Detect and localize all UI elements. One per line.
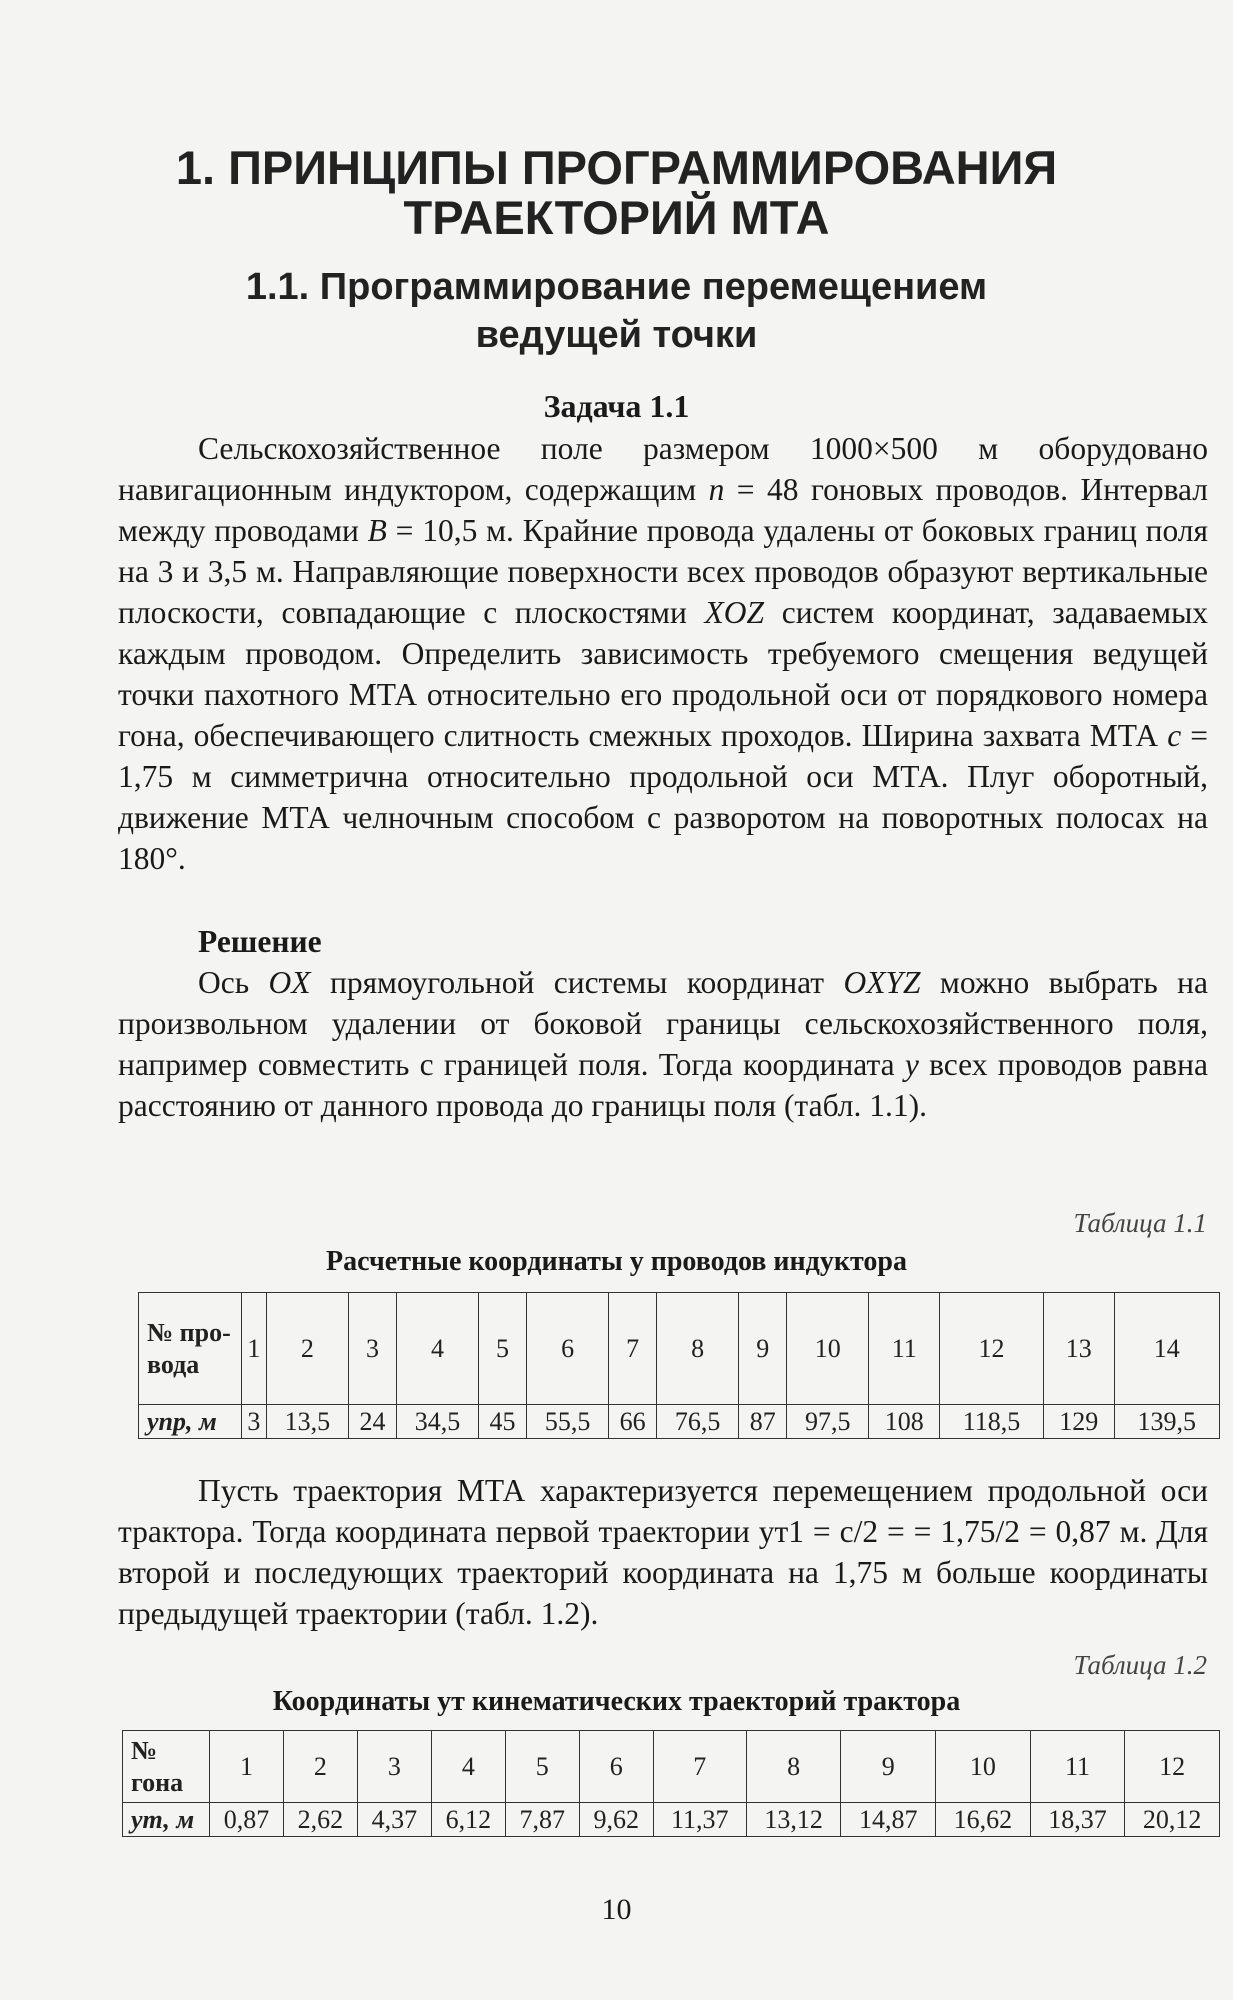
table2-value-cell: 6,12 bbox=[431, 1803, 505, 1837]
table1-value-head: yпр, м bbox=[139, 1405, 242, 1439]
table1-value-cell: 55,5 bbox=[526, 1405, 608, 1439]
table1-row-head: № про-вода bbox=[139, 1293, 242, 1405]
table2-value-cell: 0,87 bbox=[210, 1803, 284, 1837]
table1-value-cell: 13,5 bbox=[266, 1405, 348, 1439]
table1-number-cell: 1 bbox=[242, 1293, 267, 1405]
table1-number-cell: 10 bbox=[787, 1293, 869, 1405]
table2-number-cell: 2 bbox=[283, 1731, 357, 1803]
table2-number-cell: 1 bbox=[210, 1731, 284, 1803]
table2-number-cell: 9 bbox=[841, 1731, 936, 1803]
table2-value-cell: 11,37 bbox=[653, 1803, 746, 1837]
table1-number-cell: 12 bbox=[940, 1293, 1044, 1405]
table2-value-cell: 20,12 bbox=[1125, 1803, 1220, 1837]
table1-label: Таблица 1.1 bbox=[1073, 1208, 1207, 1238]
table2-value-cell: 13,12 bbox=[746, 1803, 841, 1837]
table2-value-cell: 7,87 bbox=[505, 1803, 579, 1837]
table1-number-cell: 3 bbox=[349, 1293, 397, 1405]
table2-value-cell: 9,62 bbox=[579, 1803, 653, 1837]
table1-number-cell: 2 bbox=[266, 1293, 348, 1405]
table1-header-row bbox=[139, 1293, 1220, 1405]
table1-value-cell: 108 bbox=[869, 1405, 940, 1439]
table2-number-cell: 4 bbox=[431, 1731, 505, 1803]
paragraph-3: Пусть траектория МТА характеризуется перемещением продольной оси трактора. Тогда координата первой траектории yт1 = c/2 = = 1,75/2 = 0,87 м. Для второй и последующих траекторий координата на 1,75 м больше координаты предыдущей траектории (табл. 1.2). bbox=[118, 1473, 1208, 1631]
table1-number-cell: 13 bbox=[1043, 1293, 1114, 1405]
table1-value-row bbox=[139, 1405, 1220, 1439]
table2 bbox=[122, 1730, 1220, 1837]
table2-value-cell: 14,87 bbox=[841, 1803, 936, 1837]
table2-value-cell: 4,37 bbox=[357, 1803, 431, 1837]
table1-value-cell: 139,5 bbox=[1114, 1405, 1219, 1439]
table1-value-cell: 66 bbox=[609, 1405, 657, 1439]
table1-value-cell: 97,5 bbox=[787, 1405, 869, 1439]
table2-number-cell: 5 bbox=[505, 1731, 579, 1803]
table2-title: Координаты yт кинематических траекторий трактора bbox=[272, 1686, 961, 1717]
table2-row-head: № гона bbox=[123, 1731, 210, 1803]
table1-value-cell: 87 bbox=[739, 1405, 787, 1439]
section-title-line-1: 1.1. Программирование перемещением bbox=[245, 266, 988, 308]
table1-number-cell: 9 bbox=[739, 1293, 787, 1405]
table1-value-cell: 129 bbox=[1043, 1405, 1114, 1439]
table1-value-cell: 45 bbox=[479, 1405, 527, 1439]
table1-number-cell: 6 bbox=[526, 1293, 608, 1405]
table2-value-head: yт, м bbox=[123, 1803, 210, 1837]
table2-value-cell: 16,62 bbox=[936, 1803, 1031, 1837]
chapter-title-line-2: ТРАЕКТОРИЙ МТА bbox=[403, 191, 830, 244]
table1-title: Расчетные координаты y проводов индуктора bbox=[326, 1246, 907, 1277]
table2-value-cell: 2,62 bbox=[283, 1803, 357, 1837]
table1 bbox=[138, 1292, 1220, 1439]
table2-number-cell: 10 bbox=[936, 1731, 1031, 1803]
table2-number-cell: 3 bbox=[357, 1731, 431, 1803]
table2-number-cell: 8 bbox=[746, 1731, 841, 1803]
table2-header-row bbox=[123, 1731, 1220, 1803]
table1-value-cell: 34,5 bbox=[396, 1405, 478, 1439]
solution-paragraph: Ось OX прямоугольной системы координат OXYZ можно выбрать на произвольном удалении от боковой границы сельскохозяйственного поля, например совместить с границей поля. Тогда координата y всех проводов равна расстоянию от данного провода до границы поля (табл. 1.1). bbox=[118, 965, 1208, 1123]
task-title: Задача 1.1 bbox=[543, 388, 690, 424]
task-paragraph: Сельскохозяйственное поле размером 1000×500 м оборудовано навигационным индуктором, содержащим n = 48 гоновых проводов. Интервал между проводами B = 10,5 м. Крайние провода удалены от боковых границ поля на 3 и 3,5 м. Направляющие поверхности всех проводов образуют вертикальные плоскости, совпадающие с плоскостями XOZ систем координат, задаваемых каждым проводом. Определить зависимость требуемого смещения ведущей точки пахотного МТА относительно его продольной оси от порядкового номера гона, обеспечивающего слитность смежных проходов. Ширина захвата МТА c = 1,75 м симметрична относительно продольной оси МТА. Плуг оборотный, движение МТА челночным способом с разворотом на поворотных полосах на 180°. bbox=[118, 431, 1209, 876]
table2-number-cell: 6 bbox=[579, 1731, 653, 1803]
table2-label: Таблица 1.2 bbox=[1073, 1650, 1207, 1680]
table1-number-cell: 14 bbox=[1114, 1293, 1219, 1405]
table2-number-cell: 12 bbox=[1125, 1731, 1220, 1803]
section-title-line-2: ведущей точки bbox=[475, 314, 758, 356]
table2-value-row bbox=[123, 1803, 1220, 1837]
table2-value-cell: 18,37 bbox=[1030, 1803, 1125, 1837]
table1-number-cell: 7 bbox=[609, 1293, 657, 1405]
table1-value-cell: 24 bbox=[349, 1405, 397, 1439]
solution-heading: Решение bbox=[198, 924, 322, 959]
table1-value-cell: 76,5 bbox=[657, 1405, 739, 1439]
table1-value-cell: 3 bbox=[242, 1405, 267, 1439]
table2-number-cell: 7 bbox=[653, 1731, 746, 1803]
table1-number-cell: 11 bbox=[869, 1293, 940, 1405]
table1-number-cell: 5 bbox=[479, 1293, 527, 1405]
table1-number-cell: 4 bbox=[396, 1293, 478, 1405]
chapter-title-line-1: 1. ПРИНЦИПЫ ПРОГРАММИРОВАНИЯ bbox=[175, 141, 1058, 194]
table1-value-cell: 118,5 bbox=[940, 1405, 1044, 1439]
page-number: 10 bbox=[601, 1893, 632, 1926]
table2-number-cell: 11 bbox=[1030, 1731, 1125, 1803]
table1-number-cell: 8 bbox=[657, 1293, 739, 1405]
